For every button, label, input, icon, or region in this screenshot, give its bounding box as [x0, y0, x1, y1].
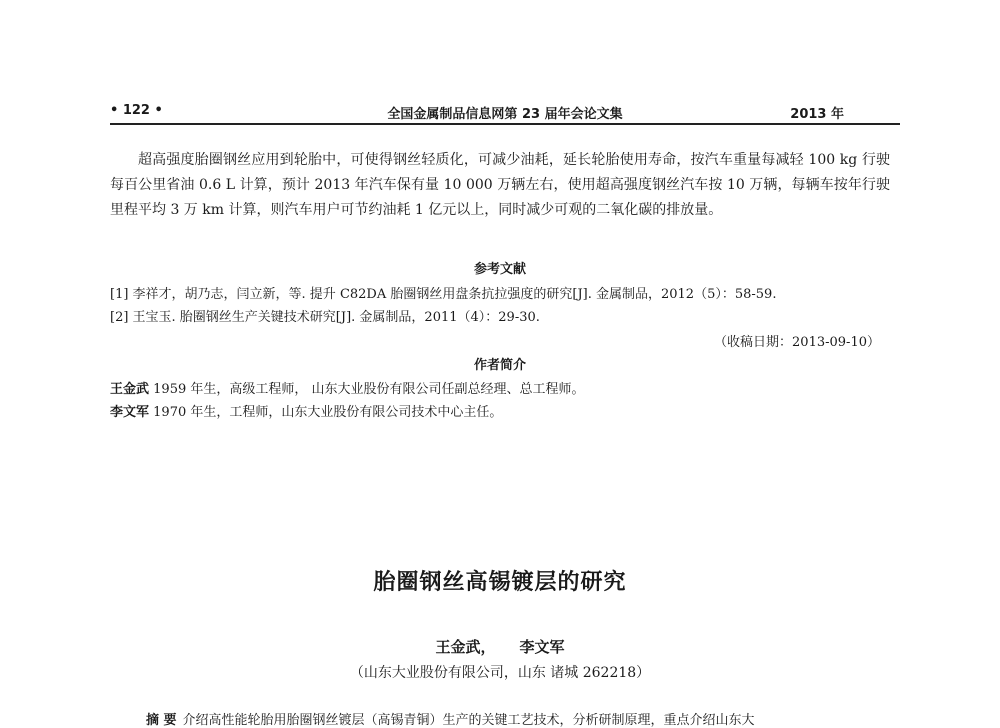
author-bio-name: 李文军 [110, 405, 150, 420]
references-heading: 参考文献 [473, 262, 526, 277]
article-authors [0, 636, 1000, 657]
abstract-text: 介绍高性能轮胎用胎圈钢丝镀层（高锡青铜）生产的关键工艺技术，分析研制原理，重点介绍山东大 [182, 713, 755, 728]
journal-title: 全国金属制品信息网第 23 届年会论文集 [387, 107, 623, 122]
author-bio [110, 378, 890, 397]
author-bio [110, 401, 890, 420]
abstract [146, 709, 866, 728]
running-header [110, 101, 900, 125]
body-paragraph: 超高强度胎圈钢丝应用到轮胎中，可使得钢丝轻质化，可减少油耗，延长轮胎使用寿命，按汽车重量每减轻 100 kg 行驶每百公里省油 0.6 L 计算，预计 2013 年汽车保有量 10 000 万辆左右，使用超高强度钢丝汽车按 10 万辆，每辆车按年行驶里程平均 3 万 km 计算，则汽车用户可节约油耗 1 亿元以上，同时减少可观的二氧化碳的排放量。 [110, 152, 890, 218]
article-title: 胎圈钢丝高锡镀层的研究 [373, 570, 627, 595]
page-number: • 122 • [110, 103, 163, 118]
article-author: 李文军 [519, 638, 565, 656]
publication-year: 2013 年 [790, 107, 844, 122]
author-bio-text: 1970 年生，工程师，山东大业股份有限公司技术中心主任。 [149, 405, 503, 420]
author-bio-name: 王金武 [110, 382, 150, 397]
author-bio-text: 1959 年生，高级工程师， 山东大业股份有限公司任副总经理、总工程师。 [149, 382, 585, 397]
received-date: （收稿日期：2013-09-10） [714, 335, 880, 350]
article-author: 王金武， [435, 638, 496, 656]
reference-item: [2] 王宝玉. 胎圈钢丝生产关键技术研究[J]. 金属制品，2011（4）：29-30. [110, 310, 540, 325]
article-affiliation: （山东大业股份有限公司，山东 诸城 262218） [349, 665, 651, 681]
abstract-label: 摘 要 [146, 713, 177, 728]
reference-item: [1] 李祥才，胡乃志，闫立新，等. 提升 C82DA 胎圈钢丝用盘条抗拉强度的研究[J]. 金属制品，2012（5）：58-59. [110, 287, 777, 302]
author-intro-heading: 作者简介 [473, 358, 526, 373]
